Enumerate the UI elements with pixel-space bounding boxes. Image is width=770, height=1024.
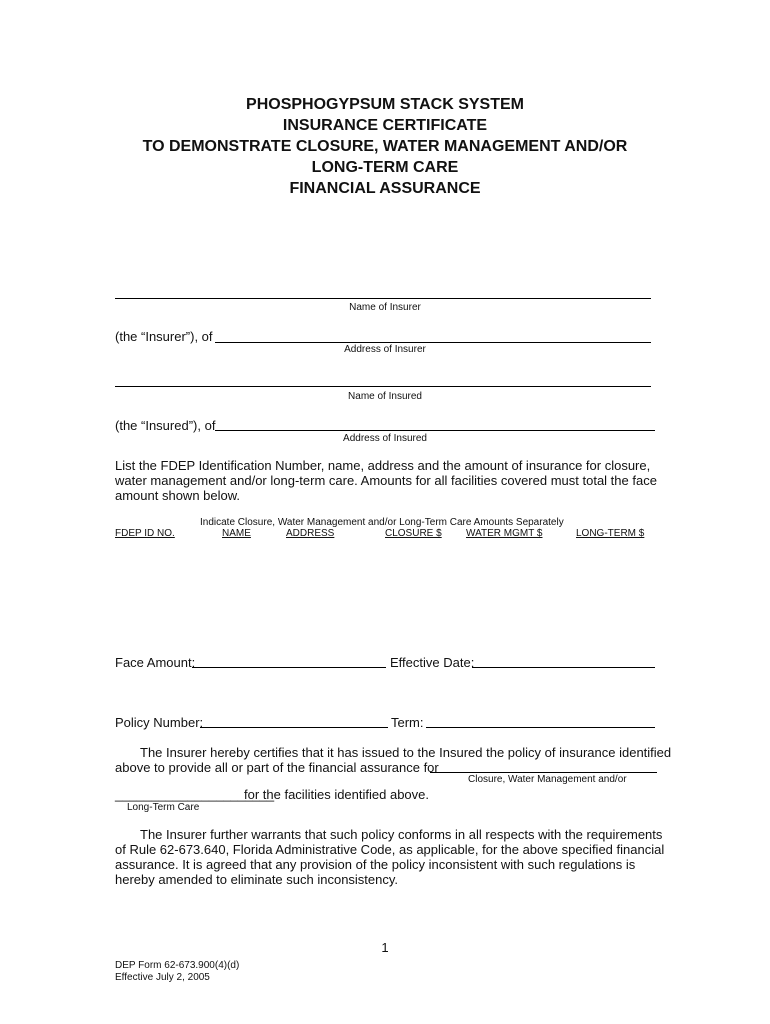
- warrant-line-4: hereby amended to eliminate such inconsistency.: [115, 872, 399, 887]
- effective-date-label: Effective Date:: [390, 655, 475, 670]
- policy-number-label: Policy Number:: [115, 715, 204, 730]
- list-instructions-line-1: List the FDEP Identification Number, name, address and the amount of insurance for closure,: [115, 458, 651, 473]
- footer-effective-date: Effective July 2, 2005: [115, 972, 210, 983]
- header-fdep-id: FDEP ID NO.: [115, 528, 175, 539]
- insurer-address-caption: Address of Insurer: [344, 344, 426, 355]
- insurer-of-label: (the “Insurer”), of: [115, 329, 213, 344]
- certify-line-2: above to provide all or part of the financial assurance for: [115, 760, 439, 775]
- term-line[interactable]: [426, 727, 655, 728]
- insured-address-line[interactable]: [215, 430, 655, 431]
- title-line-5: FINANCIAL ASSURANCE: [289, 180, 481, 197]
- certify-line-1: The Insurer hereby certifies that it has issued to the Insured the policy of insurance identified: [140, 745, 672, 760]
- insured-name-caption: Name of Insured: [348, 391, 422, 402]
- face-amount-line[interactable]: [192, 667, 386, 668]
- warrant-line-2: of Rule 62-673.640, Florida Administrative Code, as applicable, for the above specified financial: [115, 842, 665, 857]
- effective-date-line[interactable]: [472, 667, 655, 668]
- header-long-term: LONG-TERM $: [576, 528, 645, 539]
- face-amount-label: Face Amount:: [115, 655, 196, 670]
- insured-of-label: (the “Insured”), of: [115, 418, 216, 433]
- insurer-name-line[interactable]: [115, 298, 651, 299]
- insurer-address-line[interactable]: [215, 342, 651, 343]
- header-closure: CLOSURE $: [385, 528, 442, 539]
- table-note: Indicate Closure, Water Management and/or Long-Term Care Amounts Separately: [200, 517, 564, 528]
- title-line-3: TO DEMONSTRATE CLOSURE, WATER MANAGEMENT AND/OR: [142, 138, 628, 155]
- term-label: Term:: [391, 715, 424, 730]
- assurance-type-caption-2: Long-Term Care: [127, 802, 200, 813]
- document-title: [0, 94, 770, 199]
- insured-name-line[interactable]: [115, 386, 651, 387]
- title-line-2: INSURANCE CERTIFICATE: [282, 117, 488, 134]
- warrant-line-3: assurance. It is agreed that any provision of the policy inconsistent with such regulations is: [115, 857, 636, 872]
- header-name: NAME: [222, 528, 251, 539]
- insured-address-caption: Address of Insured: [343, 433, 427, 444]
- page-number: 1: [381, 940, 389, 955]
- list-instructions-line-2: water management and/or long-term care. Amounts for all facilities covered must total the face: [115, 473, 657, 488]
- assurance-type-blank[interactable]: ______________________: [115, 787, 275, 802]
- title-line-4: LONG-TERM CARE: [311, 159, 459, 176]
- footer-form-number: DEP Form 62-673.900(4)(d): [115, 960, 240, 971]
- header-water-mgmt: WATER MGMT $: [466, 528, 543, 539]
- certify-line-3: for the facilities identified above.: [244, 787, 429, 802]
- header-address: ADDRESS: [286, 528, 335, 539]
- list-instructions: [115, 458, 657, 503]
- list-instructions-line-3: amount shown below.: [115, 488, 241, 503]
- title-line-1: PHOSPHOGYPSUM STACK SYSTEM: [246, 96, 524, 113]
- policy-number-line[interactable]: [200, 727, 388, 728]
- warrant-line-1: The Insurer further warrants that such policy conforms in all respects with the requirements: [140, 827, 663, 842]
- assurance-type-caption-1: Closure, Water Management and/or: [468, 774, 627, 785]
- assurance-type-line[interactable]: [430, 772, 657, 773]
- insurer-name-caption: Name of Insurer: [349, 302, 421, 313]
